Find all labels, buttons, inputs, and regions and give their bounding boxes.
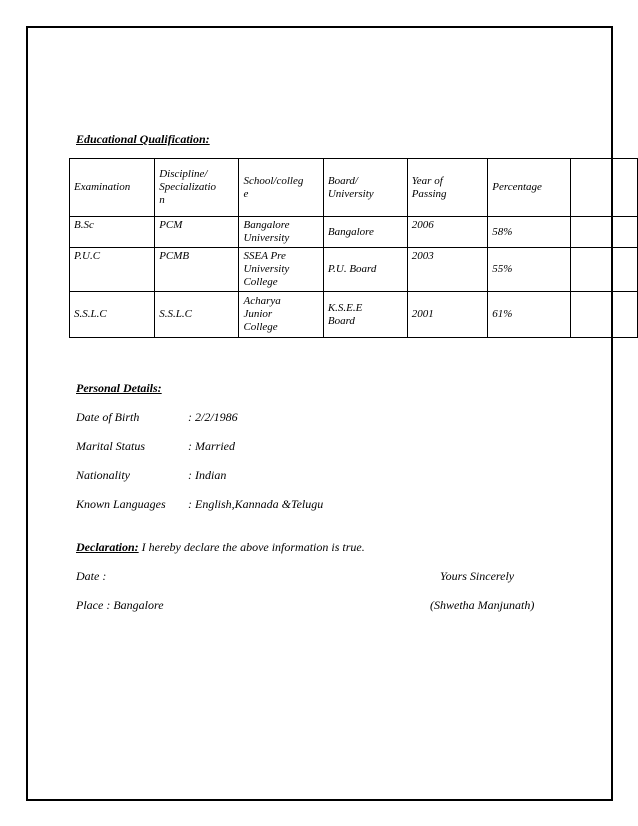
table-cell: Bangalore University <box>239 217 323 248</box>
personal-heading: Personal Details: <box>76 381 162 395</box>
header-board: Board/ University <box>323 159 407 217</box>
header-examination: Examination <box>70 159 155 217</box>
table-cell: S.S.L.C <box>70 292 155 338</box>
education-table <box>69 158 638 338</box>
table-cell: Acharya Junior College <box>239 292 323 338</box>
header-percentage: Percentage <box>488 159 571 217</box>
table-cell: 2006 <box>407 217 488 248</box>
table-cell: P.U.C <box>70 248 155 292</box>
declaration-label: Declaration: <box>76 540 139 554</box>
table-cell: SSEA Pre University College <box>239 248 323 292</box>
table-cell: 2001 <box>407 292 488 338</box>
table-empty-cell <box>571 217 638 248</box>
table-cell: P.U. Board <box>323 248 407 292</box>
dob-label: Date of Birth <box>76 410 140 424</box>
table-row <box>70 292 638 338</box>
table-cell: PCM <box>155 217 239 248</box>
table-empty-cell <box>571 159 638 217</box>
table-row <box>70 248 638 292</box>
nationality-value: : Indian <box>188 468 227 482</box>
nationality-label: Nationality <box>76 468 130 482</box>
header-discipline: Discipline/ Specializatio n <box>155 159 239 217</box>
header-year: Year of Passing <box>407 159 488 217</box>
declaration-text: I hereby declare the above information is true. <box>138 540 365 554</box>
marital-status-value: : Married <box>188 439 235 453</box>
closing-text: Yours Sincerely <box>440 569 515 583</box>
table-cell: S.S.L.C <box>155 292 239 338</box>
table-cell: 58% <box>488 217 571 248</box>
dob-value: : 2/2/1986 <box>188 410 238 424</box>
table-cell: Bangalore <box>323 217 407 248</box>
table-cell: K.S.E.E Board <box>323 292 407 338</box>
table-empty-cell <box>571 248 638 292</box>
table-cell: B.Sc <box>70 217 155 248</box>
table-cell: 2003 <box>407 248 488 292</box>
table-row <box>70 217 638 248</box>
place-label: Place : Bangalore <box>76 598 164 612</box>
date-label: Date : <box>76 569 107 583</box>
header-school: School/colleg e <box>239 159 323 217</box>
table-empty-cell <box>571 292 638 338</box>
table-cell: PCMB <box>155 248 239 292</box>
education-heading: Educational Qualification: <box>76 132 210 146</box>
table-cell: 55% <box>488 248 571 292</box>
declaration <box>76 540 365 555</box>
table-header-row <box>70 159 638 217</box>
marital-status-label: Marital Status <box>76 439 146 453</box>
languages-value: : English,Kannada &Telugu <box>188 497 324 511</box>
languages-label: Known Languages <box>76 497 166 511</box>
signatory-name: (Shwetha Manjunath) <box>430 598 535 612</box>
table-cell: 61% <box>488 292 571 338</box>
